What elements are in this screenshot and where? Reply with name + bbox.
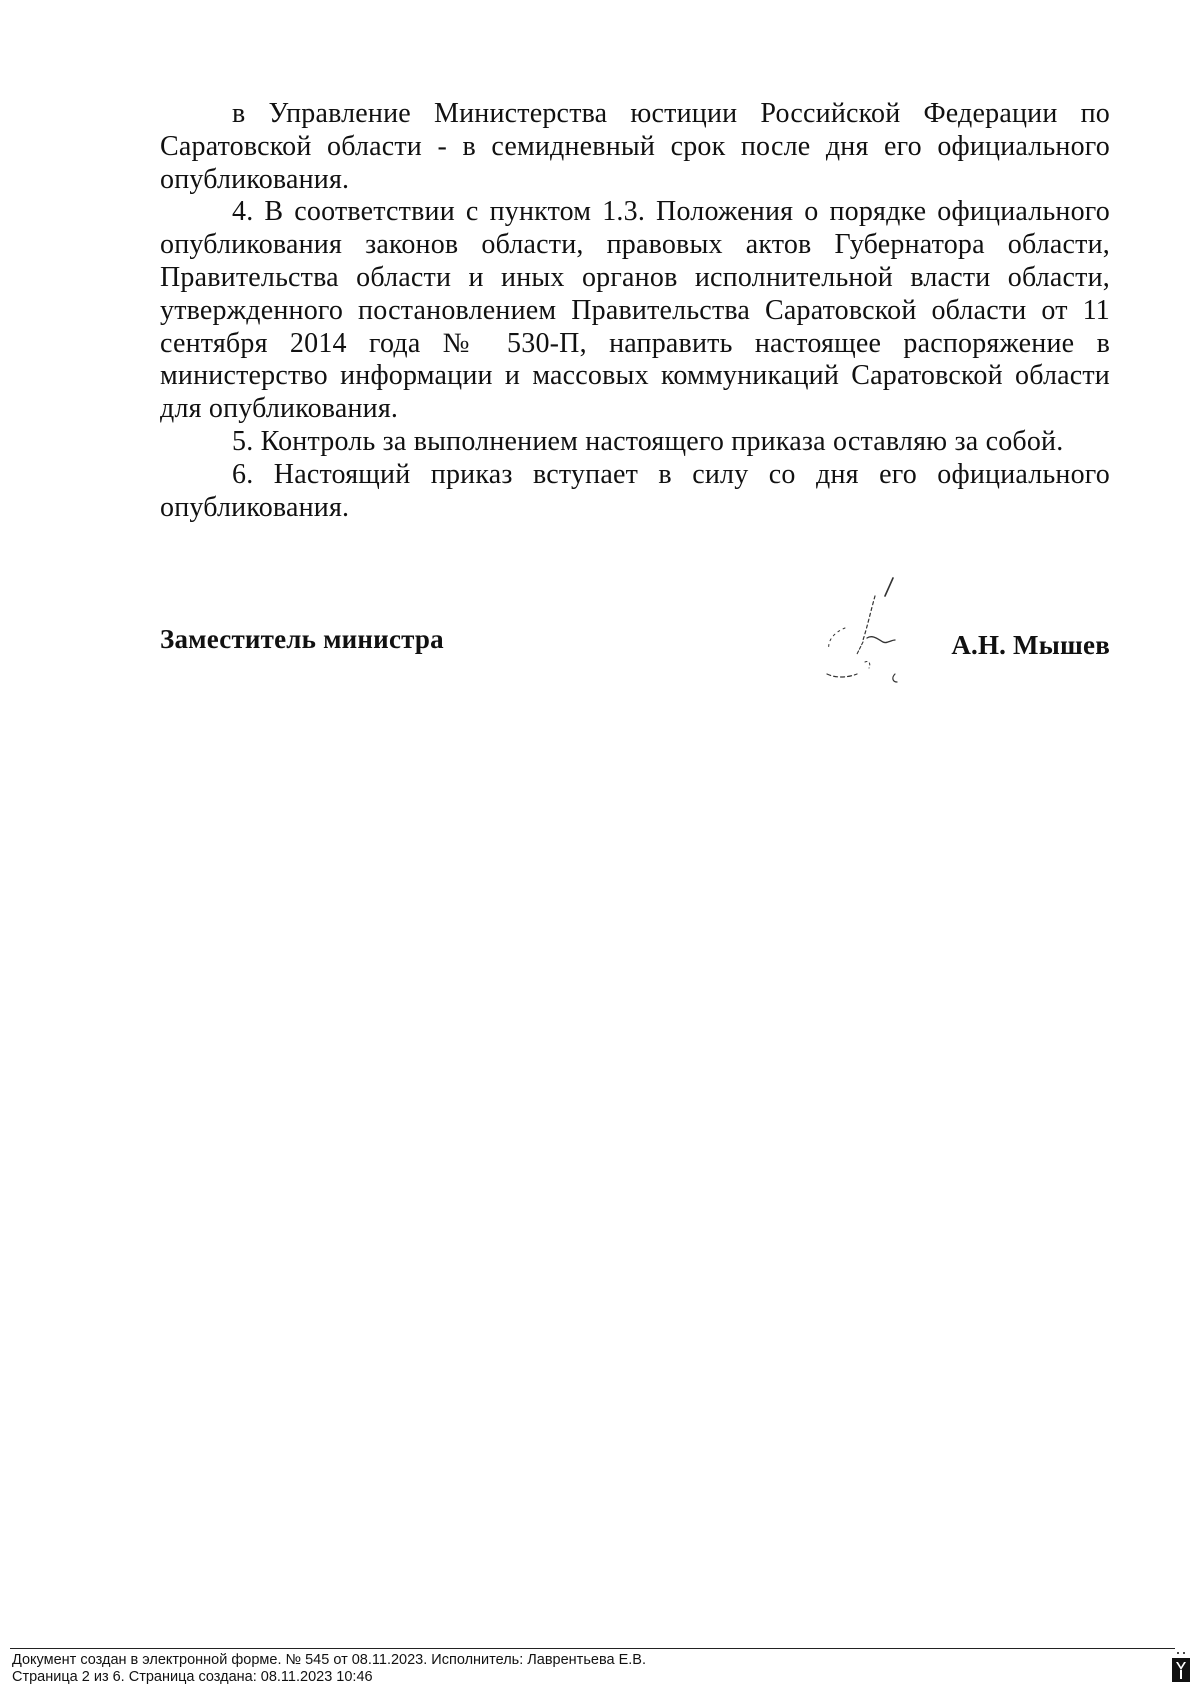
signer-name: А.Н. Мышев (951, 630, 1110, 660)
signature-block (160, 612, 1110, 692)
document-body (160, 98, 1110, 524)
paragraph-continuation: в Управление Министерства юстиции Российской Федерации по Саратовской области - в семидневный срок после дня его официального опубликования. (160, 98, 1110, 195)
region-emblem-icon (1168, 1650, 1194, 1684)
paragraph-item-6: 6. Настоящий приказ вступает в силу со дня его официального опубликования. (160, 458, 1110, 523)
footer-line-page: Страница 2 из 6. Страница создана: 08.11.2023 10:46 (12, 1669, 373, 1685)
handwritten-signature (805, 570, 925, 690)
footer-info (12, 1652, 1152, 1686)
footer-line-document: Документ создан в электронной форме. № 545 от 08.11.2023. Исполнитель: Лаврентьева Е.В. (12, 1652, 646, 1668)
footer-divider (10, 1648, 1175, 1649)
signer-title: Заместитель министра (160, 624, 444, 654)
paragraph-item-5: 5. Контроль за выполнением настоящего приказа оставляю за собой. (232, 425, 1064, 457)
paragraph-item-4: 4. В соответствии с пунктом 1.3. Положения о порядке официального опубликования законов области, правовых актов Губернатора области, Правительства области и иных органов исполнительной власти области, утвержденного постановлением Правительства Саратовской области от 11 сентября 2014 года № 530-П, направить настоящее распоряжение в министерство информации и массовых коммуникаций Саратовской области для опубликования. (160, 196, 1110, 425)
